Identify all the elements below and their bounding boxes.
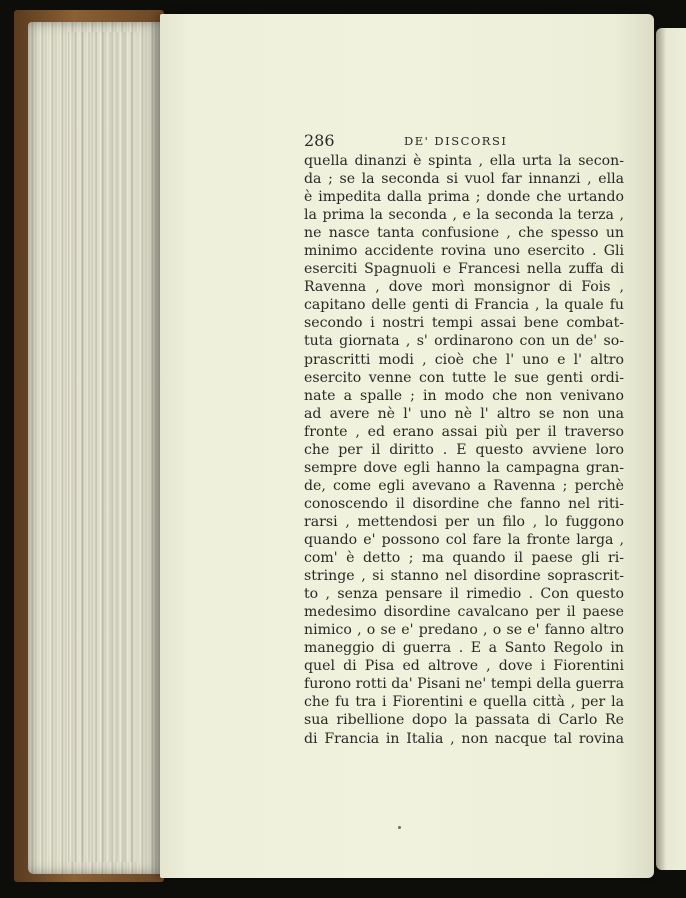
text-line: capitano delle genti di Francia , la quale fu xyxy=(304,297,624,314)
text-line: che per il diritto . E questo avviene loro xyxy=(304,441,624,458)
text-line: conoscendo il disordine che fanno nel riti- xyxy=(304,495,624,512)
page-number: 286 xyxy=(304,131,335,150)
page-text-block xyxy=(304,130,624,748)
text-line: è impedita dalla prima ; donde che urtando xyxy=(304,189,624,206)
text-line: fronte , ed erano assai più per il traverso xyxy=(304,423,624,440)
text-line: Ravenna , dove morì monsignor di Fois , xyxy=(304,279,624,296)
text-line: di Francia in Italia , non nacque tal rovina xyxy=(304,730,624,747)
text-line: maneggio di guerra . E a Santo Regolo in xyxy=(304,640,624,657)
text-line: nimico , o se e' predano , o se e' fanno altro xyxy=(304,622,624,639)
text-line: prascritti modi , cioè che l' uno e l' altro xyxy=(304,351,624,368)
text-line: ne nasce tanta confusione , che spesso un xyxy=(304,225,624,242)
text-line: quella dinanzi è spinta , ella urta la secon- xyxy=(304,153,624,169)
text-line: com' è detto ; ma quando il paese gli ri- xyxy=(304,550,624,567)
page-header xyxy=(304,130,624,152)
text-line: ad avere nè l' uno nè l' altro se non una xyxy=(304,405,624,422)
text-line: da ; se la seconda si vuol far innanzi , ella xyxy=(304,171,624,188)
running-head: DE' DISCORSI xyxy=(404,134,508,148)
text-line: nate a spalle ; in modo che non venivano xyxy=(304,387,624,404)
text-line: secondo i nostri tempi assai bene combat- xyxy=(304,315,624,332)
text-line: quel di Pisa ed altrove , dove i Fiorentini xyxy=(304,658,624,675)
text-line: to , senza pensare il rimedio . Con questo xyxy=(304,586,624,603)
text-line: furono rotti da' Pisani ne' tempi della guerra xyxy=(304,676,624,693)
text-line: che fu tra i Fiorentini e quella città , per la xyxy=(304,694,624,711)
text-line: tuta giornata , s' ordinarono con un de' so- xyxy=(304,333,624,350)
text-line: eserciti Spagnuoli e Francesi nella zuffa di xyxy=(304,261,624,278)
text-line: de, come egli avevano a Ravenna ; perchè xyxy=(304,477,624,494)
text-line: quando e' possono col fare la fronte larga , xyxy=(304,531,624,548)
text-line: medesimo disordine cavalcano per il paese xyxy=(304,604,624,621)
text-line: stringe , si stanno nel disordine soprascrit- xyxy=(304,568,624,585)
text-line: minimo accidente rovina uno esercito . Gli xyxy=(304,243,624,260)
text-line: rarsi , mettendosi per un filo , lo fuggono xyxy=(304,513,624,530)
text-line: sempre dove egli hanno la campagna gran- xyxy=(304,459,624,476)
text-line: esercito venne con tutte le sue genti ordi- xyxy=(304,369,624,386)
facing-page-edge xyxy=(656,28,686,870)
stacked-page-edges xyxy=(28,22,162,874)
text-line: la prima la seconda , e la seconda la terza , xyxy=(304,207,624,224)
ink-spot xyxy=(398,826,401,829)
text-line: sua ribellione dopo la passata di Carlo Re xyxy=(304,712,624,729)
text-lines xyxy=(304,152,624,748)
